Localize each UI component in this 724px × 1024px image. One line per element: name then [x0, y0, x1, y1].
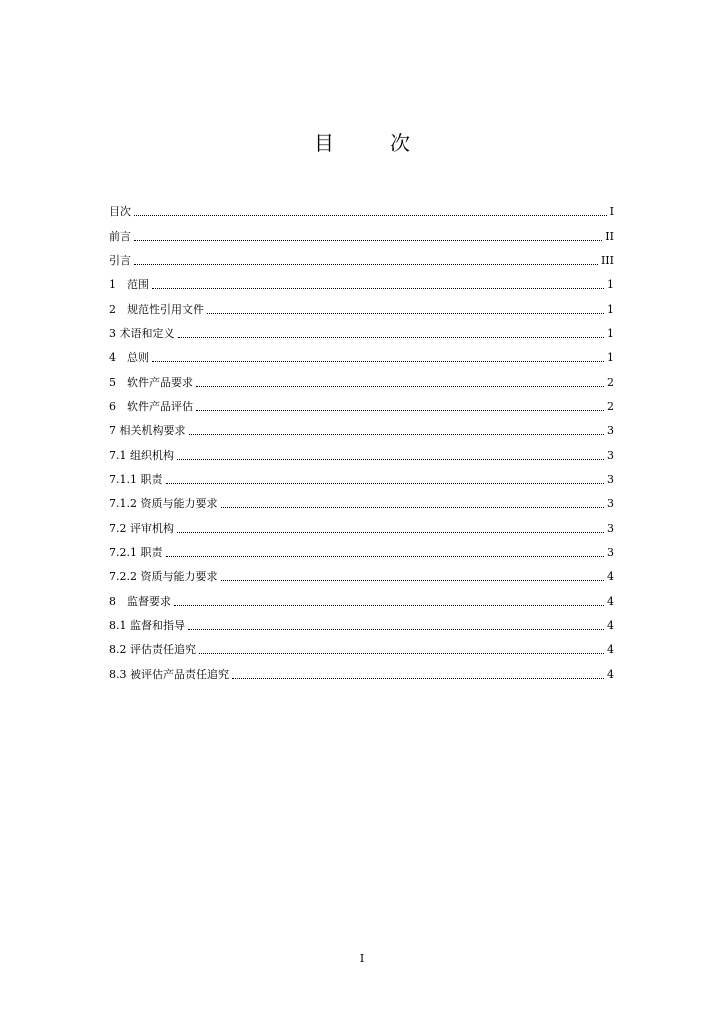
- toc-entry[interactable]: [109, 463, 614, 487]
- toc-dot-leader: [166, 556, 605, 557]
- toc-dot-leader: [177, 532, 604, 533]
- toc-entry-label: 目次: [109, 205, 131, 219]
- toc-entry-page: 4: [607, 667, 614, 681]
- toc-entry[interactable]: [109, 560, 614, 584]
- toc-entry[interactable]: [109, 365, 614, 389]
- toc-entry-label: 8.2 评估责任追究: [109, 643, 196, 657]
- toc-entry-label: 8.1 监督和指导: [109, 618, 185, 632]
- toc-dot-leader: [174, 605, 604, 606]
- toc-entry-label: 引言: [109, 253, 131, 267]
- toc-entry-label: 7.1 组织机构: [109, 448, 174, 462]
- toc-entry-label: 6 软件产品评估: [109, 399, 193, 413]
- toc-dot-leader: [166, 483, 605, 484]
- toc-entry-page: 3: [607, 545, 614, 559]
- toc-dot-leader: [232, 678, 604, 679]
- toc-entry[interactable]: [109, 292, 614, 316]
- toc-dot-leader: [196, 410, 604, 411]
- toc-entry[interactable]: [109, 244, 614, 268]
- toc-entry-label: 7.2.2 资质与能力要求: [109, 570, 218, 584]
- toc-entry-label: 7 相关机构要求: [109, 424, 186, 438]
- toc-dot-leader: [152, 288, 604, 289]
- toc-entry-page: 3: [607, 448, 614, 462]
- toc-dot-leader: [188, 629, 604, 630]
- toc-entry-page: 2: [607, 399, 614, 413]
- toc-entry-page: I: [609, 205, 614, 219]
- toc-entry[interactable]: [109, 219, 614, 243]
- toc-dot-leader: [221, 507, 605, 508]
- toc-entry[interactable]: [109, 195, 614, 219]
- toc-entry-page: 4: [607, 618, 614, 632]
- toc-entry-label: 3 术语和定义: [109, 326, 175, 340]
- table-of-contents: [109, 195, 614, 682]
- toc-entry[interactable]: [109, 317, 614, 341]
- toc-entry[interactable]: [109, 609, 614, 633]
- toc-entry[interactable]: [109, 511, 614, 535]
- toc-entry-label: 7.2.1 职责: [109, 545, 163, 559]
- toc-entry-page: 3: [607, 521, 614, 535]
- toc-entry[interactable]: [109, 390, 614, 414]
- toc-entry[interactable]: [109, 657, 614, 681]
- toc-entry-label: 8 监督要求: [109, 594, 171, 608]
- toc-dot-leader: [189, 434, 605, 435]
- toc-entry-label: 5 软件产品要求: [109, 375, 193, 389]
- toc-entry-label: 7.1.1 职责: [109, 472, 163, 486]
- page-title: 目 次: [314, 131, 428, 155]
- toc-entry[interactable]: [109, 268, 614, 292]
- toc-entry-label: 7.2 评审机构: [109, 521, 174, 535]
- toc-dot-leader: [177, 459, 604, 460]
- toc-dot-leader: [134, 215, 607, 216]
- toc-entry[interactable]: [109, 536, 614, 560]
- toc-entry-label: 7.1.2 资质与能力要求: [109, 497, 218, 511]
- toc-entry-page: 4: [607, 643, 614, 657]
- toc-entry-page: 3: [607, 472, 614, 486]
- toc-entry-page: 1: [607, 326, 614, 340]
- toc-entry-page: 4: [607, 570, 614, 584]
- toc-entry[interactable]: [109, 584, 614, 608]
- toc-entry-page: II: [605, 229, 614, 243]
- toc-entry[interactable]: [109, 341, 614, 365]
- toc-dot-leader: [196, 386, 604, 387]
- toc-entry-page: 1: [607, 278, 614, 292]
- toc-dot-leader: [134, 264, 598, 265]
- page-number: I: [359, 952, 365, 965]
- toc-entry-label: 4 总则: [109, 351, 149, 365]
- toc-entry[interactable]: [109, 438, 614, 462]
- toc-entry-page: 4: [607, 594, 614, 608]
- toc-entry-page: 3: [607, 424, 614, 438]
- toc-entry[interactable]: [109, 414, 614, 438]
- toc-entry-page: 1: [607, 351, 614, 365]
- toc-entry[interactable]: [109, 487, 614, 511]
- toc-dot-leader: [199, 653, 604, 654]
- toc-entry-page: III: [600, 253, 614, 267]
- toc-dot-leader: [152, 361, 604, 362]
- toc-entry-label: 1 范围: [109, 278, 149, 292]
- toc-dot-leader: [221, 580, 605, 581]
- toc-dot-leader: [207, 313, 604, 314]
- toc-entry-label: 前言: [109, 229, 131, 243]
- toc-entry-page: 1: [607, 302, 614, 316]
- toc-entry[interactable]: [109, 633, 614, 657]
- toc-dot-leader: [178, 337, 605, 338]
- toc-entry-page: 3: [607, 497, 614, 511]
- toc-dot-leader: [134, 240, 602, 241]
- toc-entry-label: 2 规范性引用文件: [109, 302, 204, 316]
- toc-entry-label: 8.3 被评估产品责任追究: [109, 667, 229, 681]
- toc-entry-page: 2: [607, 375, 614, 389]
